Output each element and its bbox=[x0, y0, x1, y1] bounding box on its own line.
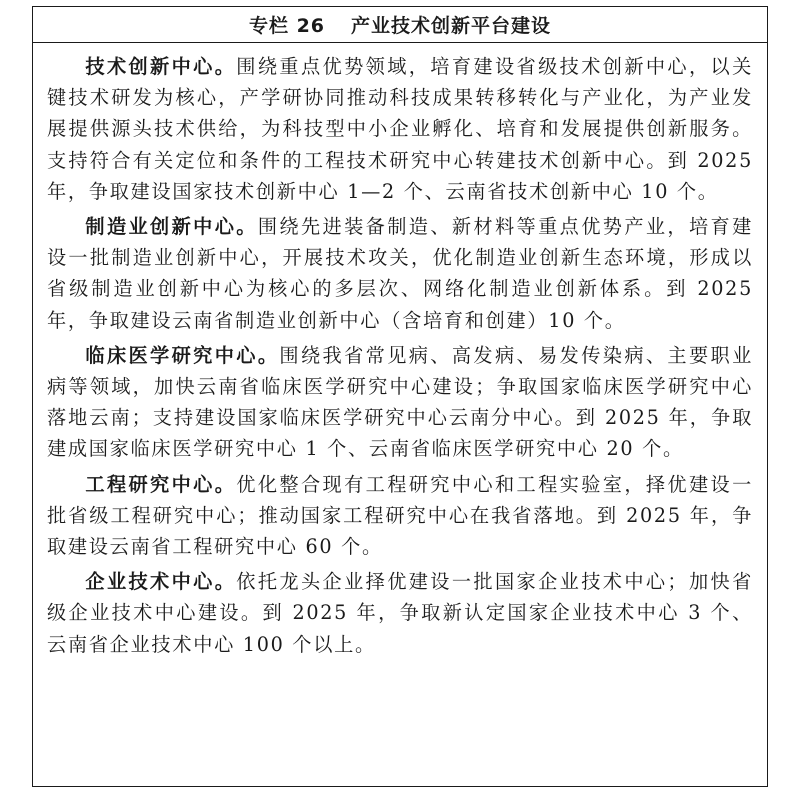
panel-title: 产业技术创新平台建设 bbox=[351, 15, 552, 37]
paragraph-body: 围绕重点优势领域，培育建设省级技术创新中心，以关键技术研发为核心，产学研协同推动科技成果转移转化与产业化，为产业发展提供源头技术供给，为科技型中小企业孵化、培育和发展提供创新服务。支持符合有关定位和条件的工程技术研究中心转建技术创新中心。到 2025 年，争取建设国家技术创新中心 1—2 个、云南省技术创新中心 10 个。 bbox=[47, 55, 753, 203]
paragraph-heading: 企业技术中心。 bbox=[85, 570, 237, 594]
paragraph-body: 围绕我省常见病、高发病、易发传染病、主要职业病等领域，加快云南省临床医学研究中心建设；争取国家临床医学研究中心落地云南；支持建设国家临床医学研究中心云南分中心。到 2025 年，争取建成国家临床医学研究中心 1 个、云南省临床医学研究中心 20 个。 bbox=[47, 343, 753, 461]
paragraph-heading: 制造业创新中心。 bbox=[85, 215, 258, 239]
paragraph-heading: 临床医学研究中心。 bbox=[85, 343, 280, 367]
panel-title-bar bbox=[33, 7, 767, 43]
paragraph-engineering-research-center bbox=[47, 469, 753, 563]
paragraph-body: 围绕先进装备制造、新材料等重点优势产业，培育建设一批制造业创新中心，开展技术攻关，优化制造业创新生态环境，形成以省级制造业创新中心为核心的多层次、网络化制造业创新体系。到 2025 年，争取建设云南省制造业创新中心（含培育和创建）10 个。 bbox=[47, 215, 753, 332]
paragraph-clinical-research-center bbox=[47, 340, 753, 465]
paragraph-heading: 技术创新中心。 bbox=[85, 55, 237, 78]
paragraph-heading: 工程研究中心。 bbox=[85, 472, 237, 496]
paragraph-manufacturing-innovation-center bbox=[47, 211, 753, 336]
paragraph-enterprise-tech-center bbox=[47, 566, 753, 660]
panel-content bbox=[33, 43, 767, 660]
paragraph-body: 依托龙头企业择优建设一批国家企业技术中心；加快省级企业技术中心建设。到 2025 年，争取新认定国家企业技术中心 3 个、云南省企业技术中心 100 个以上。 bbox=[47, 570, 753, 656]
panel-number: 专栏 26 bbox=[248, 15, 326, 37]
paragraph-tech-innovation-center bbox=[47, 51, 753, 207]
paragraph-body: 优化整合现有工程研究中心和工程实验室，择优建设一批省级工程研究中心；推动国家工程研究中心在我省落地。到 2025 年，争取建设云南省工程研究中心 60 个。 bbox=[47, 472, 753, 559]
column-panel bbox=[32, 6, 768, 787]
